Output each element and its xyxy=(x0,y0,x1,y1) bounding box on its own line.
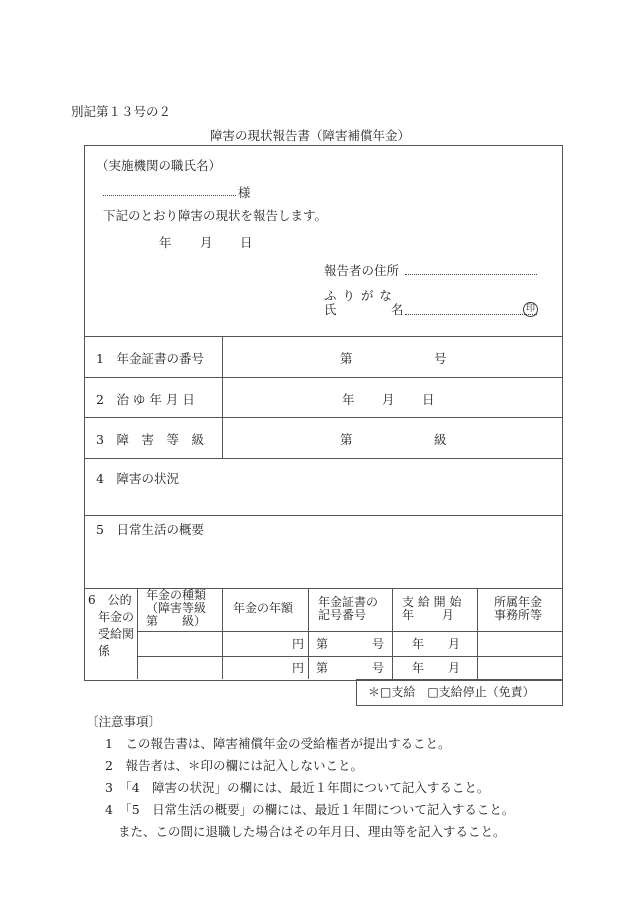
row-cure-date-label: 2 治 ゆ 年 月 日 xyxy=(96,392,195,407)
data-row-2-yen: 円 xyxy=(292,661,305,675)
name-label-first: 氏 xyxy=(324,302,337,317)
header-amount: 年金の年額 xyxy=(233,601,294,615)
divider xyxy=(137,656,562,657)
official-name-line[interactable] xyxy=(103,195,236,196)
form-number: 別記第１３号の２ xyxy=(71,104,172,119)
intro-text: 下記のとおり障害の現状を報告します。 xyxy=(103,208,328,223)
data-row-2-dai: 第 xyxy=(316,661,329,675)
row-pension-cert-label: 1 年金証書の番号 xyxy=(96,351,204,366)
header-office-2: 事務所等 xyxy=(494,608,543,622)
pension-row-label-1: 6 公的 xyxy=(88,593,132,607)
note-continuation: また、この間に退職した場合はその年月日、理由等を記入すること。 xyxy=(118,824,506,839)
furigana-label: ふ り が な xyxy=(324,288,393,303)
date-month: 月 xyxy=(200,235,213,250)
divider xyxy=(477,588,478,679)
note-item: 1 この報告書は、障害補償年金の受給権者が提出すること。 xyxy=(105,736,451,751)
date-year: 年 xyxy=(159,235,172,250)
divider xyxy=(84,515,562,516)
row-disability-status-label: 4 障害の状況 xyxy=(96,471,179,486)
note-item: 2 報告者は、＊印の欄には記入しないこと。 xyxy=(105,758,363,773)
divider xyxy=(308,588,309,679)
header-kind-2: （障害等級 xyxy=(146,601,207,615)
row-cure-date-month: 月 xyxy=(382,392,395,407)
row-disability-grade-label: 3 障 害 等 級 xyxy=(96,432,204,447)
data-row-2-tsuki: 月 xyxy=(448,661,461,675)
pension-row-label-4: 係 xyxy=(98,644,111,658)
data-row-1-dai: 第 xyxy=(316,637,329,651)
row-cure-date-day: 日 xyxy=(422,392,435,407)
divider xyxy=(222,336,223,458)
data-row-2-nen: 年 xyxy=(412,661,425,675)
data-row-1-yen: 円 xyxy=(292,637,305,651)
divider xyxy=(84,377,562,378)
row-disability-grade-kyu: 級 xyxy=(434,432,447,447)
pension-row-label-2: 年金の xyxy=(98,610,135,624)
notes-heading: 〔注意事項〕 xyxy=(86,714,162,729)
header-kind-3: 第 級） xyxy=(146,614,207,628)
divider xyxy=(84,458,562,459)
divider xyxy=(84,417,562,418)
name-label-second: 名 xyxy=(391,302,404,317)
header-kind-1: 年金の種類 xyxy=(146,588,207,602)
sama-label: 様 xyxy=(238,185,251,200)
row-daily-life-label: 5 日常生活の概要 xyxy=(96,522,204,537)
reporter-address-label: 報告者の住所 xyxy=(324,263,400,278)
seal-mark: 印 xyxy=(523,302,538,317)
divider xyxy=(137,588,138,679)
data-row-1-nen: 年 xyxy=(412,637,425,651)
pension-row-label-3: 受給関 xyxy=(98,627,135,641)
divider xyxy=(137,631,562,632)
header-start-1: 支 給 開 始 xyxy=(402,595,462,609)
reporter-name-line[interactable] xyxy=(405,314,537,315)
row-pension-cert-dai: 第 xyxy=(340,351,353,366)
divider xyxy=(392,588,393,679)
divider xyxy=(84,336,562,337)
official-label: （実施機関の職氏名） xyxy=(96,158,222,173)
divider xyxy=(222,588,223,679)
reporter-address-line[interactable] xyxy=(405,274,537,275)
document-title: 障害の現状報告書（障害補償年金） xyxy=(210,128,411,143)
status-box-text[interactable]: ＊□支給 □支給停止（免責） xyxy=(368,685,535,699)
note-item: 4 「5 日常生活の概要」の欄には、最近１年間について記入すること。 xyxy=(105,802,515,817)
data-row-2-go: 号 xyxy=(372,661,385,675)
date-day: 日 xyxy=(240,235,253,250)
header-cert-2: 記号番号 xyxy=(318,608,367,622)
note-item: 3 「4 障害の状況」の欄には、最近１年間について記入すること。 xyxy=(105,780,490,795)
data-row-1-go: 号 xyxy=(372,637,385,651)
header-start-2: 年 月 xyxy=(402,608,454,622)
header-office-1: 所属年金 xyxy=(494,595,543,609)
data-row-1-tsuki: 月 xyxy=(448,637,461,651)
row-disability-grade-dai: 第 xyxy=(340,432,353,447)
row-cure-date-year: 年 xyxy=(342,392,355,407)
row-pension-cert-go: 号 xyxy=(434,351,447,366)
header-cert-1: 年金証書の xyxy=(318,595,379,609)
